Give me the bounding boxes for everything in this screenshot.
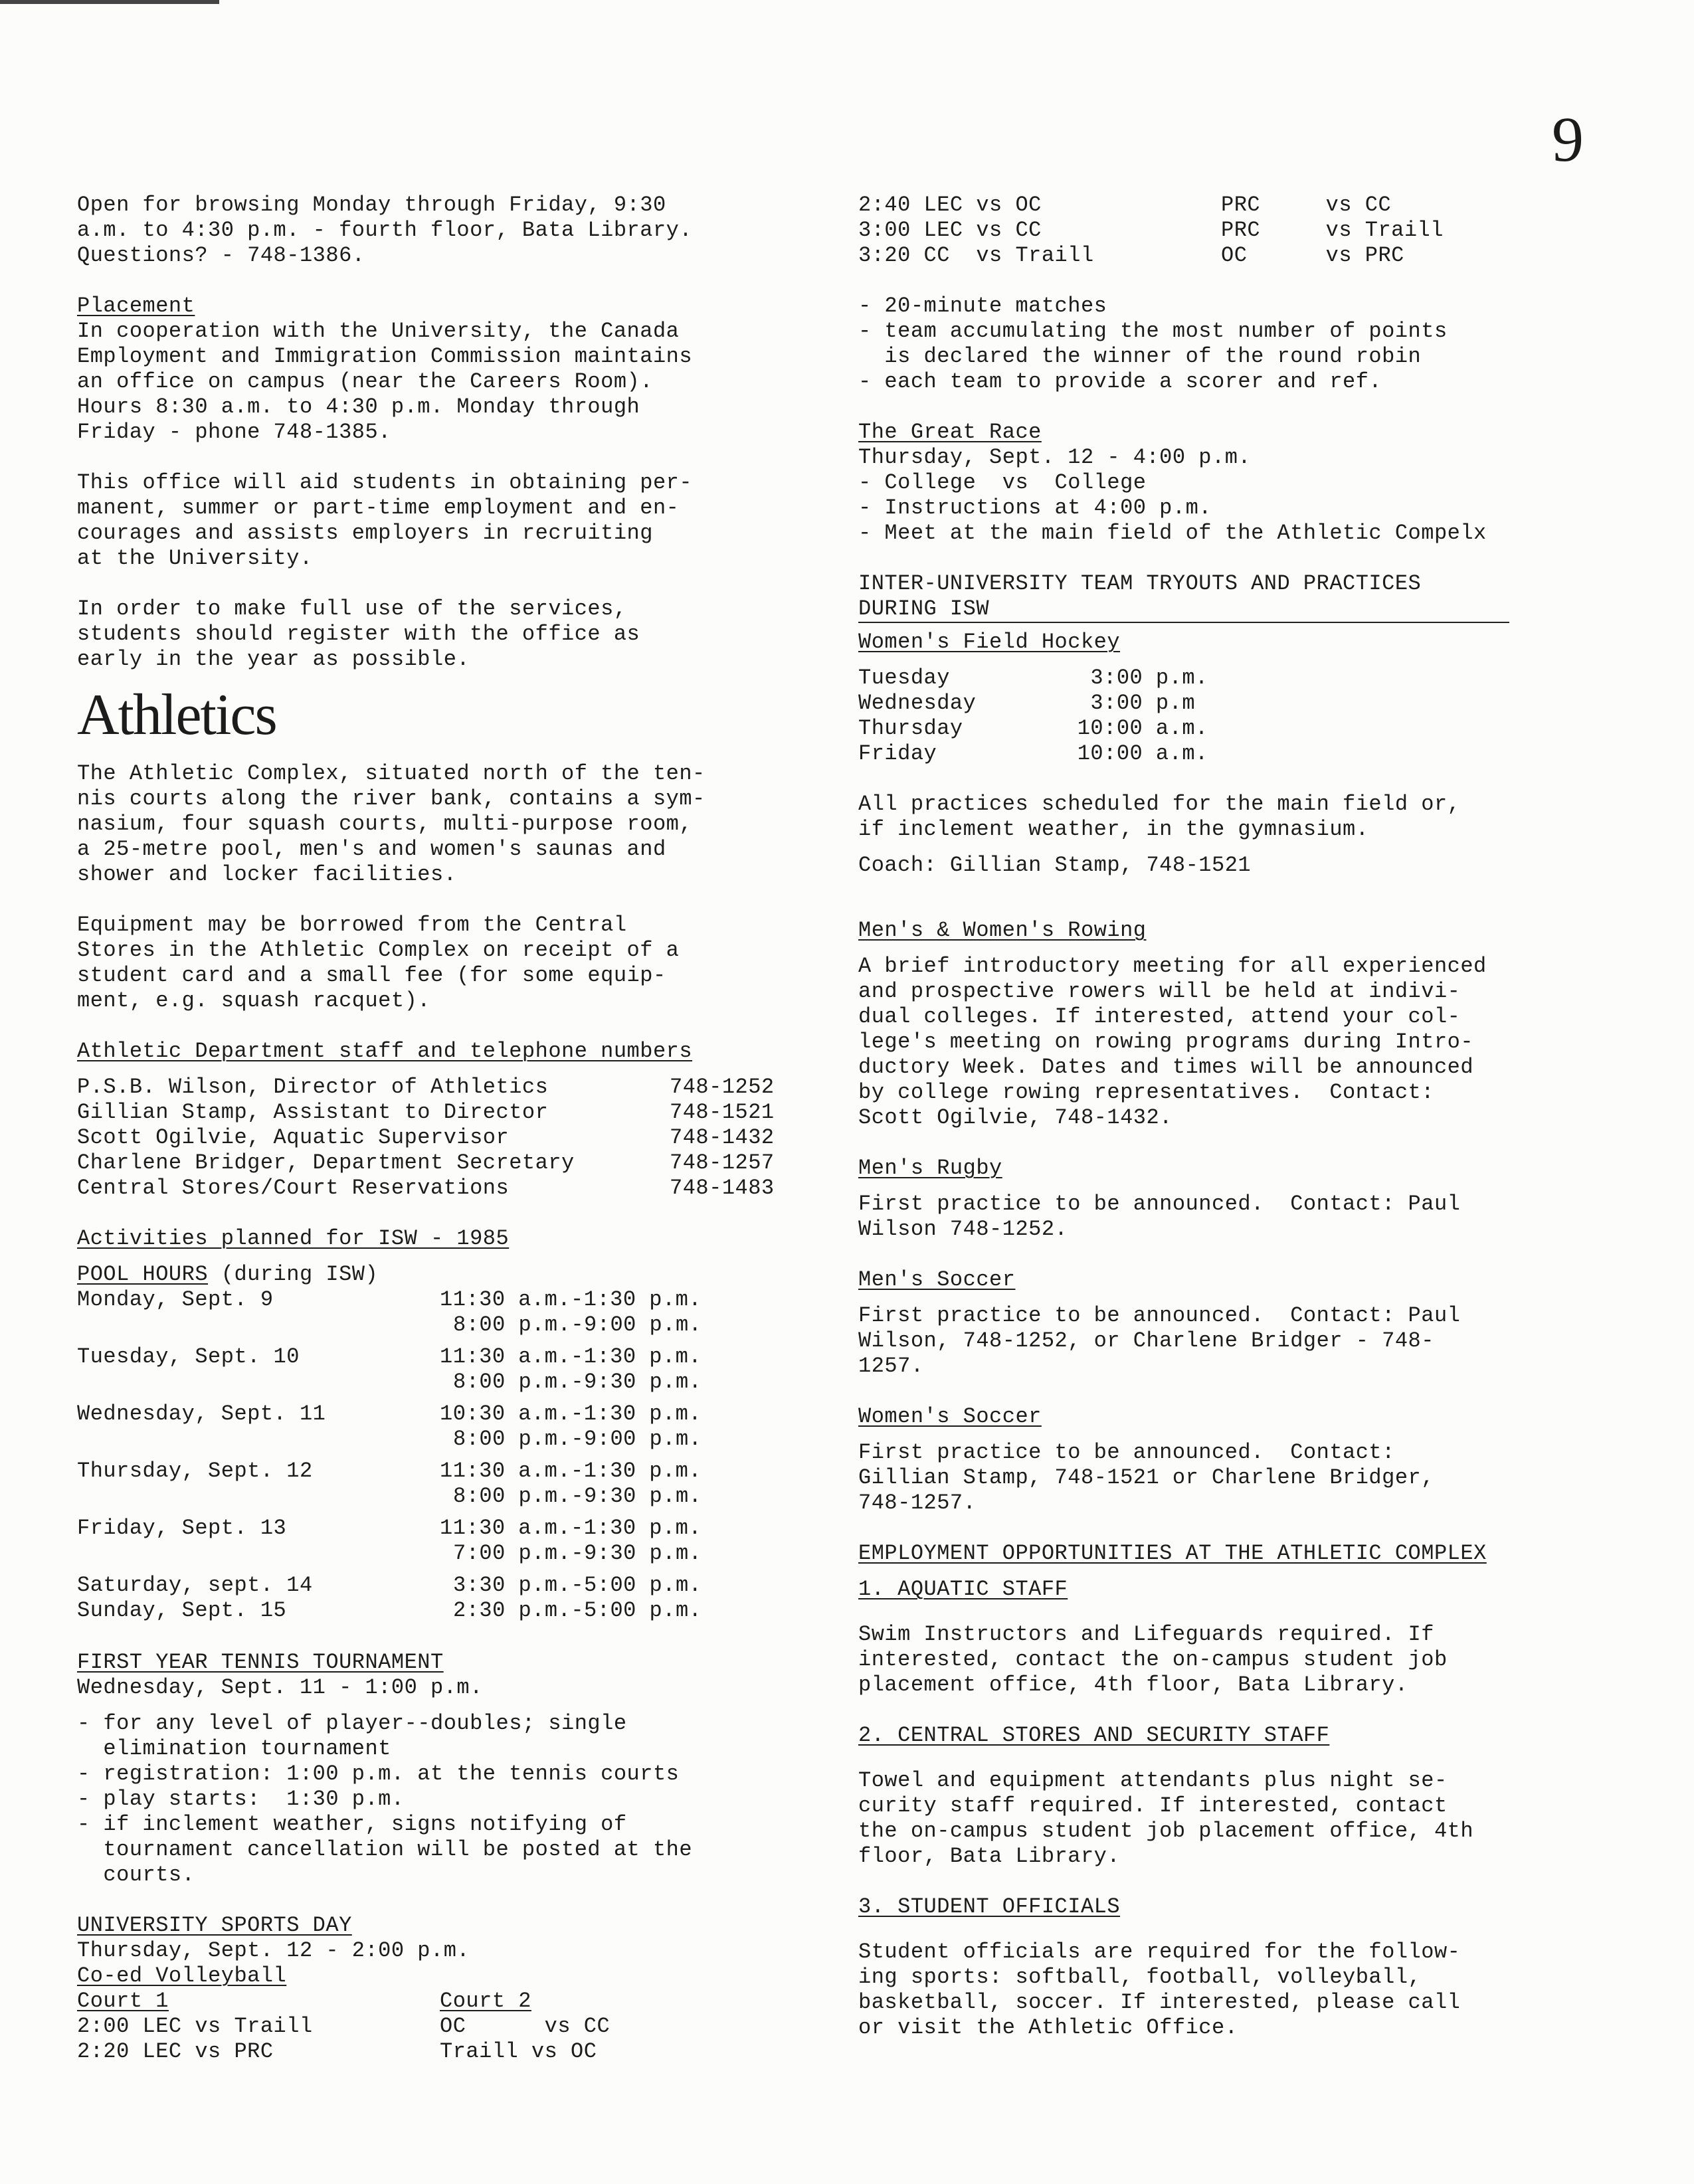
- list-item: elimination tournament: [77, 1736, 391, 1761]
- race-details: [858, 445, 1602, 546]
- stores-text: [858, 1768, 1602, 1869]
- list-item: - for any level of player--doubles; single: [77, 1711, 627, 1736]
- volleyball-heading: Co-ed Volleyball: [77, 1963, 287, 1988]
- schedule-row: Tuesday 3:00 p.m.: [858, 666, 1208, 690]
- athletics-para-1: [77, 761, 808, 887]
- staff-row: Scott Ogilvie, Aquatic Supervisor 748-1432: [77, 1125, 775, 1150]
- text-line: Employment and Immigration Commission maintains: [77, 344, 693, 369]
- pool-schedule: [77, 1287, 808, 1623]
- text-line: All practices scheduled for the main field or,: [858, 792, 1461, 816]
- text-line: ing sports: softball, football, volleyball,: [858, 1965, 1422, 1989]
- pool-day: Thursday, Sept. 12 11:30 a.m.-1:30 p.m. 8:00 p.m.-9:30 p.m.: [77, 1459, 702, 1508]
- pool-day: Saturday, sept. 14 3:30 p.m.-5:00 p.m.: [77, 1573, 702, 1597]
- text-line: Scott Ogilvie, 748-1432.: [858, 1105, 1173, 1130]
- list-item: - play starts: 1:30 p.m.: [77, 1787, 405, 1811]
- text-line: or visit the Athletic Office.: [858, 2015, 1238, 2040]
- schedule-row: Thursday 10:00 a.m.: [858, 716, 1208, 741]
- text-line: an office on campus (near the Careers Room).: [77, 369, 653, 394]
- officials-heading: 3. STUDENT OFFICIALS: [858, 1894, 1121, 1919]
- text-line: early in the year as possible.: [77, 647, 470, 672]
- placement-heading: Placement: [77, 294, 195, 318]
- womens-soccer-heading: Women's Soccer: [858, 1404, 1042, 1429]
- pool-day: Tuesday, Sept. 10 11:30 a.m.-1:30 p.m. 8:00 p.m.-9:30 p.m.: [77, 1344, 702, 1394]
- text-line: - Meet at the main field of the Athletic Compelx: [858, 521, 1487, 545]
- aquatic-text: [858, 1622, 1602, 1698]
- text-line: First practice to be announced. Contact: Paul: [858, 1303, 1461, 1328]
- text-line: lege's meeting on rowing programs during Intro-: [858, 1030, 1474, 1054]
- library-hours: [77, 193, 808, 268]
- text-line: Friday - phone 748-1385.: [77, 420, 391, 444]
- text-line: placement office, 4th floor, Bata Library.: [858, 1673, 1408, 1697]
- text-line: Thursday, Sept. 12 - 4:00 p.m.: [858, 445, 1252, 470]
- text-line: basketball, soccer. If interested, please call: [858, 1990, 1461, 2015]
- text-line: Stores in the Athletic Complex on receipt of a: [77, 938, 680, 962]
- activities-heading: Activities planned for ISW - 1985: [77, 1226, 510, 1251]
- text-line: ductory Week. Dates and times will be announced: [858, 1055, 1474, 1079]
- athletics-para-2: [77, 913, 808, 1014]
- text-line: A brief introductory meeting for all experienced: [858, 954, 1487, 978]
- mens-soccer-heading: Men's Soccer: [858, 1267, 1016, 1292]
- hockey-heading: Women's Field Hockey: [858, 630, 1121, 654]
- placement-para-3: [77, 596, 808, 672]
- list-item: - if inclement weather, signs notifying of: [77, 1812, 627, 1837]
- hockey-note: [858, 792, 1602, 842]
- list-item: tournament cancellation will be posted at the: [77, 1837, 693, 1862]
- officials-text: [858, 1940, 1602, 2041]
- volleyball-games-continued: [858, 193, 1602, 268]
- text-line: The Athletic Complex, situated north of the ten-: [77, 761, 706, 786]
- pool-day: Sunday, Sept. 15 2:30 p.m.-5:00 p.m.: [77, 1598, 702, 1623]
- schedule-row: Friday 10:00 a.m.: [858, 741, 1208, 766]
- placement-para-1: [77, 319, 808, 445]
- text-line: Wilson, 748-1252, or Charlene Bridger - 748-: [858, 1328, 1434, 1353]
- race-heading: The Great Race: [858, 420, 1042, 444]
- court-headers: Court 1 Court 2: [77, 1989, 531, 2013]
- tryouts-heading-2: DURING ISW: [858, 596, 990, 621]
- text-line: Wilson 748-1252.: [858, 1217, 1068, 1241]
- staff-heading: Athletic Department staff and telephone numbers: [77, 1039, 693, 1063]
- stores-heading: 2. CENTRAL STORES AND SECURITY STAFF: [858, 1723, 1330, 1748]
- text-line: Equipment may be borrowed from the Central: [77, 913, 627, 937]
- text-line: the on-campus student job placement office, 4th: [858, 1819, 1474, 1843]
- game-row: 3:00 LEC vs CC PRC vs Traill: [858, 218, 1444, 242]
- text-line: students should register with the office as: [77, 622, 640, 646]
- staff-list: [77, 1075, 808, 1201]
- pool-heading-line: POOL HOURS (during ISW): [77, 1262, 379, 1287]
- aquatic-heading: 1. AQUATIC STAFF: [858, 1577, 1068, 1601]
- rowing-heading: Men's & Women's Rowing: [858, 918, 1147, 943]
- text-line: if inclement weather, in the gymnasium.: [858, 817, 1369, 842]
- text-line: - College vs College: [858, 470, 1147, 495]
- employment-heading: EMPLOYMENT OPPORTUNITIES AT THE ATHLETIC COMPLEX: [858, 1541, 1487, 1566]
- tryouts-heading: INTER-UNIVERSITY TEAM TRYOUTS AND PRACTICES: [858, 571, 1422, 596]
- text-line: - Instructions at 4:00 p.m.: [858, 496, 1212, 520]
- text-line: at the University.: [77, 546, 313, 571]
- text-line: nis courts along the river bank, contains a sym-: [77, 786, 706, 811]
- rowing-text: [858, 954, 1602, 1131]
- text-line: by college rowing representatives. Contact:: [858, 1080, 1434, 1105]
- pool-day: Friday, Sept. 13 11:30 a.m.-1:30 p.m. 7:00 p.m.-9:30 p.m.: [77, 1516, 702, 1566]
- top-rule: [0, 0, 219, 4]
- left-column: [77, 193, 808, 2064]
- text-line: Gillian Stamp, 748-1521 or Charlene Bridger,: [858, 1465, 1434, 1490]
- tennis-items: [77, 1711, 808, 1888]
- staff-row: P.S.B. Wilson, Director of Athletics 748-1252: [77, 1075, 775, 1099]
- rugby-heading: Men's Rugby: [858, 1156, 1002, 1180]
- list-item: courts.: [77, 1863, 195, 1887]
- list-item: - each team to provide a scorer and ref.: [858, 369, 1382, 394]
- text-line: First practice to be announced. Contact: Paul: [858, 1192, 1461, 1216]
- game-row: 2:00 LEC vs Traill OC vs CC: [77, 2014, 611, 2039]
- divider: [858, 622, 1509, 623]
- text-line: shower and locker facilities.: [77, 862, 457, 887]
- text-line: and prospective rowers will be held at indivi-: [858, 979, 1461, 1004]
- text-line: First practice to be announced. Contact:: [858, 1440, 1395, 1465]
- text-line: ment, e.g. squash racquet).: [77, 988, 430, 1013]
- list-item: - team accumulating the most number of points: [858, 319, 1448, 343]
- rugby-text: [858, 1192, 1602, 1242]
- text-line: courages and assists employers in recruiting: [77, 521, 653, 545]
- text-line: student card and a small fee (for some equip-: [77, 963, 666, 988]
- list-item: is declared the winner of the round robin: [858, 344, 1422, 369]
- text-line: curity staff required. If interested, contact: [858, 1793, 1448, 1818]
- staff-row: Gillian Stamp, Assistant to Director 748-1521: [77, 1100, 775, 1125]
- text-line: interested, contact the on-campus student job: [858, 1647, 1448, 1672]
- text-line: 1257.: [858, 1354, 924, 1378]
- text-line: Hours 8:30 a.m. to 4:30 p.m. Monday through: [77, 395, 640, 419]
- staff-row: Central Stores/Court Reservations 748-1483: [77, 1176, 775, 1200]
- text-line: a 25-metre pool, men's and women's saunas and: [77, 837, 666, 862]
- text-line: dual colleges. If interested, attend your col-: [858, 1004, 1461, 1029]
- list-item: - registration: 1:00 p.m. at the tennis courts: [77, 1762, 680, 1786]
- text-line: Swim Instructors and Lifeguards required. If: [858, 1622, 1434, 1647]
- placement-para-2: [77, 470, 808, 571]
- right-column: [858, 193, 1602, 2041]
- text-line: In order to make full use of the services,: [77, 596, 627, 621]
- tennis-date: Wednesday, Sept. 11 - 1:00 p.m.: [77, 1675, 483, 1700]
- schedule-row: Wednesday 3:00 p.m: [858, 691, 1196, 715]
- text-line: In cooperation with the University, the Canada: [77, 319, 680, 343]
- pool-day: Monday, Sept. 9 11:30 a.m.-1:30 p.m. 8:00 p.m.-9:00 p.m.: [77, 1287, 702, 1337]
- athletics-title: Athletics: [77, 683, 276, 747]
- text-line: floor, Bata Library.: [858, 1844, 1121, 1868]
- staff-row: Charlene Bridger, Department Secretary 748-1257: [77, 1150, 775, 1175]
- tennis-heading: FIRST YEAR TENNIS TOURNAMENT: [77, 1650, 444, 1675]
- text-line: nasium, four squash courts, multi-purpose room,: [77, 812, 693, 836]
- text-line: Questions? - 748-1386.: [77, 243, 365, 268]
- text-line: This office will aid students in obtaining per-: [77, 470, 693, 495]
- game-row: 2:40 LEC vs OC PRC vs CC: [858, 193, 1392, 217]
- womens-soccer-text: [858, 1440, 1602, 1516]
- hockey-coach: Coach: Gillian Stamp, 748-1521: [858, 853, 1252, 877]
- text-line: a.m. to 4:30 p.m. - fourth floor, Bata Library.: [77, 218, 693, 242]
- text-line: Student officials are required for the follow-: [858, 1940, 1461, 1964]
- game-row: 2:20 LEC vs PRC Traill vs OC: [77, 2039, 597, 2064]
- pool-day: Wednesday, Sept. 11 10:30 a.m.-1:30 p.m. 8:00 p.m.-9:00 p.m.: [77, 1402, 702, 1451]
- text-line: Towel and equipment attendants plus night se-: [858, 1768, 1448, 1793]
- text-line: 748-1257.: [858, 1491, 977, 1515]
- volleyball-rules: [858, 294, 1602, 395]
- game-row: 3:20 CC vs Traill OC vs PRC: [858, 243, 1404, 268]
- sports-day-heading: UNIVERSITY SPORTS DAY: [77, 1913, 352, 1938]
- hockey-schedule: [858, 666, 1602, 767]
- sports-day-date: Thursday, Sept. 12 - 2:00 p.m.: [77, 1938, 470, 1963]
- page-number: 9: [1552, 104, 1584, 175]
- text-line: manent, summer or part-time employment and en-: [77, 496, 680, 520]
- mens-soccer-text: [858, 1303, 1602, 1379]
- list-item: - 20-minute matches: [858, 294, 1107, 318]
- text-line: Open for browsing Monday through Friday, 9:30: [77, 193, 666, 217]
